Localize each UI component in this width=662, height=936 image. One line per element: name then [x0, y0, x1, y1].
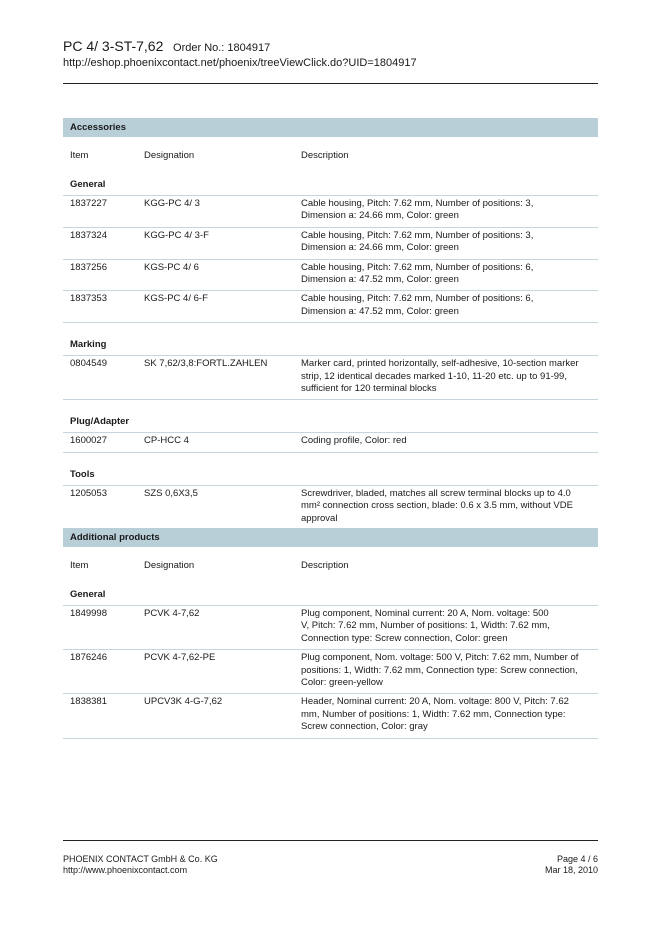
table-row [63, 693, 598, 738]
description-line: mm² connection cross section, blade: 0.6 x 3.5 mm, without VDE [301, 500, 573, 512]
group-title: Plug/Adapter [70, 416, 130, 428]
description-line: Dimension a: 47.52 mm, Color: green [301, 274, 459, 286]
description-line: Cable housing, Pitch: 7.62 mm, Number of positions: 3, [301, 198, 534, 209]
description-line: Dimension a: 24.66 mm, Color: green [301, 210, 459, 222]
designation: CP-HCC 4 [144, 435, 189, 447]
description [301, 488, 598, 525]
column-designation: Designation [144, 560, 195, 571]
additional-products-section [63, 528, 598, 739]
header-divider [63, 83, 598, 84]
description-line: Dimension a: 24.66 mm, Color: green [301, 242, 459, 254]
column-item: Item [70, 150, 89, 161]
description [301, 293, 598, 318]
description-line: Header, Nominal current: 20 A, Nom. voltage: 800 V, Pitch: 7.62 [301, 696, 569, 708]
item-number: 1837324 [70, 229, 107, 241]
designation: SK 7,62/3,8:FORTL.ZAHLEN [144, 358, 268, 370]
description-line: mm, Number of positions: 1, Width: 7.62 mm, Connection type: [301, 708, 566, 720]
description-line: approval [301, 512, 338, 524]
column-designation: Designation [144, 150, 195, 161]
page-footer [63, 840, 598, 876]
description-line: Coding profile, Color: red [301, 435, 407, 447]
description-line: Cable housing, Pitch: 7.62 mm, Number of positions: 6, [301, 261, 534, 273]
item-number: 0804549 [70, 358, 107, 370]
additional-products-title: Additional products [63, 528, 598, 547]
accessories-section [63, 118, 598, 530]
order-number: Order No.: 1804917 [173, 42, 271, 54]
description-line: Connection type: Screw connection, Color: green [301, 632, 508, 644]
item-number: 1876246 [70, 652, 107, 664]
description [301, 230, 598, 255]
description-line: positions: 1, Width: 7.62 mm, Connection type: Screw connection, [301, 664, 578, 676]
column-item: Item [70, 560, 89, 571]
footer-left [63, 854, 218, 876]
additional-groups [63, 573, 598, 739]
description-line: Cable housing, Pitch: 7.62 mm, Number of positions: 3, [301, 229, 534, 241]
item-number: 1837256 [70, 261, 107, 273]
description [301, 262, 598, 287]
description-line: Screw connection, Color: gray [301, 721, 428, 733]
description [301, 358, 598, 395]
description-line: strip, 12 identical decades marked 1-10, 11-20 etc. up to 91-99, [301, 370, 567, 382]
description-line: Plug component, Nom. voltage: 500 V, Pitch: 7.62 mm, Number of [301, 652, 579, 664]
item-number: 1838381 [70, 696, 107, 708]
description-line: Screwdriver, bladed, matches all screw terminal blocks up to 4.0 [301, 487, 571, 499]
additional-column-headers [63, 559, 598, 573]
group-title: General [70, 179, 106, 190]
footer-right [545, 854, 598, 876]
item-number: 1205053 [70, 487, 107, 499]
description [301, 696, 598, 733]
table-row [63, 432, 598, 452]
description [301, 652, 598, 689]
designation: KGG-PC 4/ 3 [144, 198, 200, 209]
table-row [63, 355, 598, 400]
description-line: Plug component, Nominal current: 20 A, Nom. voltage: 500 [301, 608, 549, 619]
designation: PCVK 4-7,62-PE [144, 652, 216, 664]
table-row [63, 290, 598, 323]
description-line: Dimension a: 47.52 mm, Color: green [301, 305, 459, 317]
designation: KGS-PC 4/ 6-F [144, 293, 208, 305]
group-title: Tools [70, 468, 95, 480]
table-row [63, 259, 598, 291]
company-website[interactable]: http://www.phoenixcontact.com [63, 865, 188, 875]
item-number: 1600027 [70, 435, 107, 447]
accessories-groups [63, 163, 598, 530]
description [301, 435, 598, 447]
column-description: Description [301, 560, 349, 571]
designation: PCVK 4-7,62 [144, 608, 200, 619]
designation: KGS-PC 4/ 6 [144, 261, 199, 273]
table-row [63, 227, 598, 259]
description [301, 198, 598, 223]
item-number: 1837353 [70, 293, 107, 305]
company-name: PHOENIX CONTACT GmbH & Co. KG [63, 854, 218, 864]
table-row [63, 485, 598, 530]
designation: KGG-PC 4/ 3-F [144, 229, 209, 241]
description-line: Marker card, printed horizontally, self-adhesive, 10-section marker [301, 358, 579, 370]
group-title: General [70, 589, 106, 600]
table-row [63, 195, 598, 227]
accessories-title: Accessories [63, 118, 598, 137]
column-description: Description [301, 150, 349, 161]
accessories-column-headers [63, 149, 598, 163]
print-date: Mar 18, 2010 [544, 865, 598, 875]
product-url[interactable]: http://eshop.phoenixcontact.net/phoenix/treeViewClick.do?UID=1804917 [63, 57, 417, 69]
item-number: 1849998 [70, 608, 107, 619]
page-header [63, 38, 598, 69]
product-name: PC 4/ 3-ST-7,62 [63, 38, 164, 54]
description [301, 608, 598, 645]
table-row [63, 649, 598, 693]
group-title: Marking [70, 339, 107, 351]
description-line: V, Pitch: 7.62 mm, Number of positions: 1, Width: 7.62 mm, [301, 620, 550, 632]
title-line [63, 38, 598, 56]
table-row [63, 605, 598, 649]
designation: UPCV3K 4-G-7,62 [144, 696, 223, 708]
description-line: sufficient for 120 terminal blocks [301, 383, 437, 395]
designation: SZS 0,6X3,5 [144, 487, 198, 499]
description-line: Cable housing, Pitch: 7.62 mm, Number of positions: 6, [301, 293, 534, 305]
item-number: 1837227 [70, 198, 107, 209]
page-number: Page 4 / 6 [556, 854, 598, 864]
description-line: Color: green-yellow [301, 677, 383, 689]
